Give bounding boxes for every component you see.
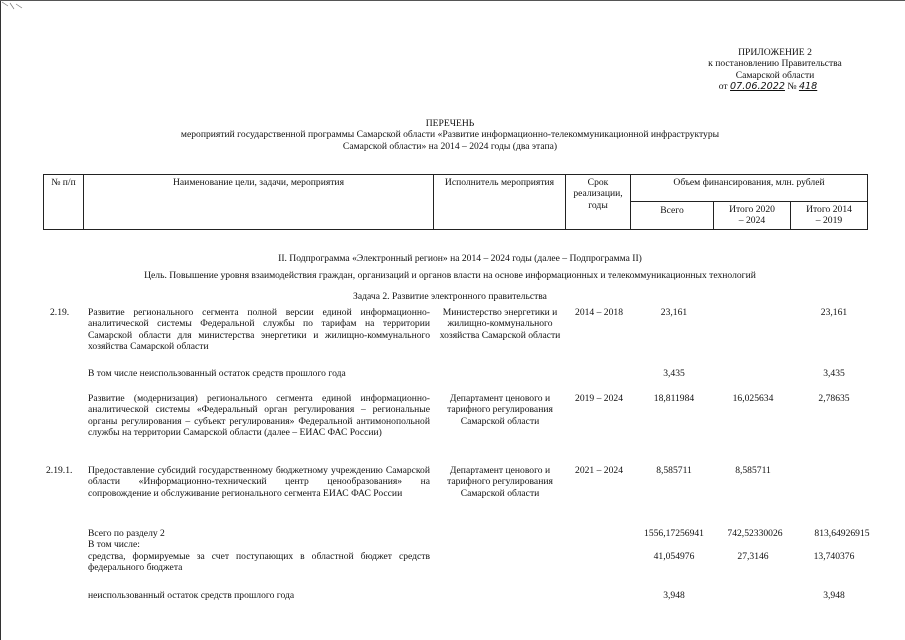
row-total: 3,435 xyxy=(663,368,685,379)
header-total-2014-2019: Итого 2014 – 2019 xyxy=(790,201,868,230)
row-total: 23,161 xyxy=(660,307,688,318)
header-name: Наименование цели, задачи, мероприятия xyxy=(83,174,434,230)
summary-total-label: Всего по разделу 2 xyxy=(88,528,165,539)
summary-unused-2014-2019: 3,948 xyxy=(823,590,845,601)
document-subtitle-2: Самарской области» на 2014 – 2024 годы (два этапа) xyxy=(342,140,558,152)
summary-total: 1556,17256941 xyxy=(644,528,704,539)
row-executor: Департамент ценового и тарифного регулирования Самарской области xyxy=(447,465,553,499)
appendix-block xyxy=(690,47,860,92)
scan-artifact xyxy=(0,0,28,12)
row-name: В том числе неиспользованный остаток средств прошлого года xyxy=(88,368,346,379)
appendix-title: ПРИЛОЖЕНИЕ 2 xyxy=(738,47,812,58)
date-prefix: от xyxy=(718,80,728,92)
row-name: Развитие (модернизация) регионального сегмента единой информационно-аналитической системы «Федеральный орган регулирования – региональные органы регулирования – субъект регулирования» Федеральной антимонопольной службы на территории Самарской области (далее – ЕИАС ФАС России) xyxy=(88,393,430,438)
row-num: 2.19.1. xyxy=(46,465,73,476)
document-title: ПЕРЕЧЕНЬ xyxy=(425,118,475,129)
date-value: 07.06.2022 xyxy=(730,80,785,92)
row-total: 18,811984 xyxy=(653,393,695,404)
header-total-2020-2024: Итого 2020 – 2024 xyxy=(713,201,791,230)
subprogram-heading: II. Подпрограмма «Электронный регион» на 2014 – 2024 годы (далее – Подпрограмма II) xyxy=(278,253,642,264)
summary-federal-label: средства, формируемые за счет поступающих в областной бюджет средств федерального бюджета xyxy=(88,551,430,574)
task-heading: Задача 2. Развитие электронного правительства xyxy=(353,291,547,302)
header-term: Срок реализации, годы xyxy=(565,174,631,230)
header-total: Всего xyxy=(630,201,714,230)
summary-unused-total: 3,948 xyxy=(663,590,685,601)
header-num: № п/п xyxy=(43,174,84,230)
row-total-2014-2019: 3,435 xyxy=(823,368,845,379)
document-subtitle-1: мероприятий государственной программы Самарской области «Развитие информационно-телекоммуникационной инфраструктуры xyxy=(180,129,720,141)
number-value: 418 xyxy=(798,80,818,92)
row-total: 8,585711 xyxy=(656,465,692,476)
row-total-2020-2024: 8,585711 xyxy=(735,465,771,476)
row-term: 2021 – 2024 xyxy=(575,465,623,476)
scan-edge-top xyxy=(0,0,905,1)
row-term: 2014 – 2018 xyxy=(575,307,623,318)
scan-edge-left xyxy=(0,0,1,640)
row-total-2014-2019: 23,161 xyxy=(820,307,848,318)
header-executor: Исполнитель мероприятия xyxy=(433,174,566,230)
row-executor: Департамент ценового и тарифного регулирования Самарской области xyxy=(447,393,553,427)
row-executor: Министерство энергетики и жилищно-коммунального хозяйства Самарской области xyxy=(439,307,561,341)
row-total-2020-2024: 16,025634 xyxy=(732,393,774,404)
row-num: 2.19. xyxy=(50,307,70,318)
summary-federal-2014-2019: 13,740376 xyxy=(813,551,855,562)
row-term: 2019 – 2024 xyxy=(575,393,623,404)
document-title-block xyxy=(100,118,800,152)
number-prefix: № xyxy=(787,80,797,92)
summary-unused-label: неиспользованный остаток средств прошлого года xyxy=(88,590,295,601)
row-name: Предоставление субсидий государственному бюджетному учреждению Самарской области «Информационно-технический центр ценообразования» на сопровождение и обслуживание регионального сегмента ЕИАС ФАС России xyxy=(88,465,430,499)
summary-including-label: В том числе: xyxy=(88,539,140,550)
summary-federal-total: 41,054976 xyxy=(653,551,695,562)
row-name: Развитие регионального сегмента полной версии единой информационно-аналитической системы Федеральной службы по тарифам на территории Самарской области для министерства энергетики и жилищно-коммунального хозяйства Самарской области xyxy=(88,307,430,352)
summary-total-2014-2019: 813,64926915 xyxy=(814,528,870,539)
appendix-line1: к постановлению Правительства xyxy=(708,58,842,70)
appendix-line2: Самарской области xyxy=(735,69,815,81)
summary-federal-2020-2024: 27,3146 xyxy=(737,551,769,562)
goal-heading: Цель. Повышение уровня взаимодействия граждан, организаций и органов власти на основе информационных и телекоммуникационных технологий xyxy=(144,270,756,281)
header-funding: Объем финансирования, млн. рублей xyxy=(630,174,868,202)
appendix-date-line xyxy=(690,81,860,92)
row-total-2014-2019: 2,78635 xyxy=(818,393,850,404)
summary-total-2020-2024: 742,52330026 xyxy=(727,528,783,539)
